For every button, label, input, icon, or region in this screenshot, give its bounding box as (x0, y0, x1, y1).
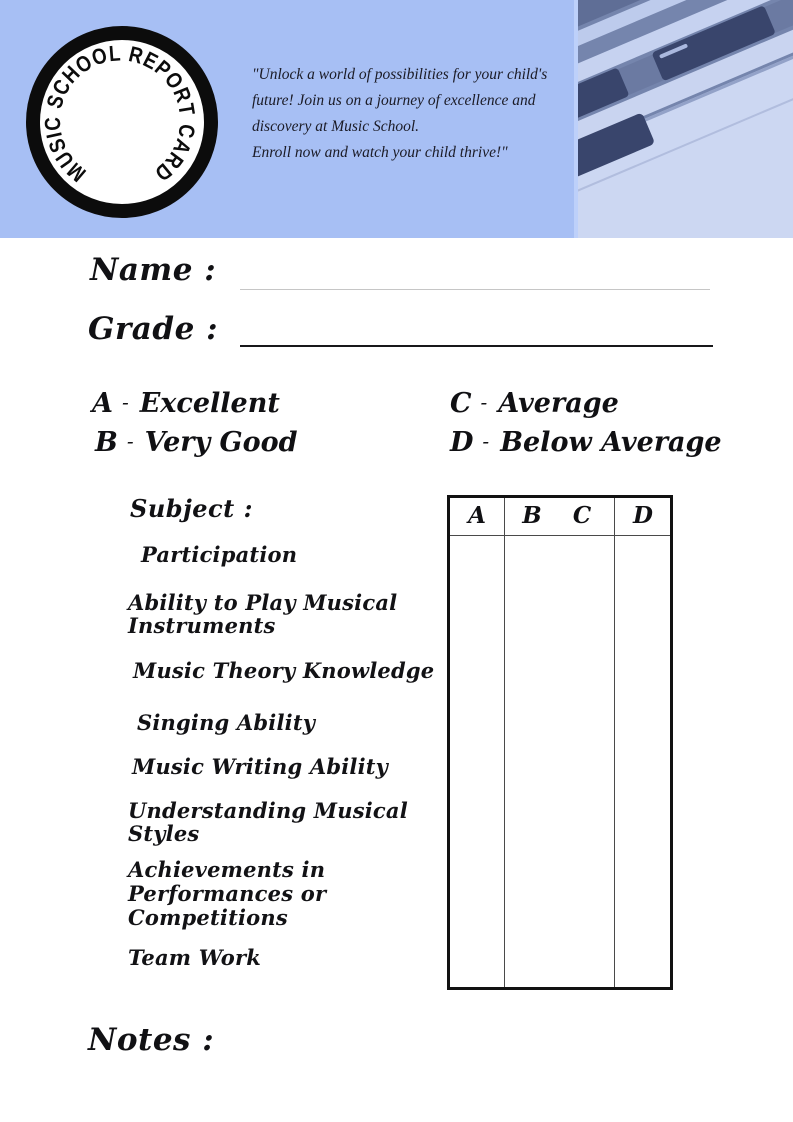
table-cells-column-b-c[interactable] (505, 537, 614, 987)
subject-line: Ability to Play Musical (128, 590, 398, 615)
music-school-stamp-icon (24, 24, 220, 220)
table-header-a: A (468, 502, 486, 529)
piano-keys-image (578, 0, 793, 238)
subject-line: Achievements in (128, 857, 326, 882)
subject-line: Singing Ability (137, 710, 316, 735)
subject-line: Instruments (128, 613, 276, 638)
subject-participation (128, 543, 448, 566)
legend-dash: - (480, 390, 488, 414)
legend-dash: - (482, 429, 490, 453)
subject-line: Music Writing Ability (132, 754, 389, 779)
table-header-b: B (522, 502, 542, 529)
legend-letter: D (450, 427, 474, 458)
table-header-row (450, 498, 670, 536)
subject-line: Team Work (128, 945, 262, 970)
quote-line: "Unlock a world of possibilities for your child's (252, 66, 548, 83)
table-header-d: D (633, 502, 653, 529)
legend-dash: - (121, 390, 129, 414)
stamp-text: MUSIC SCHOOL REPORT CARD (39, 40, 201, 189)
subject-music-theory (128, 659, 448, 682)
quote-line: Enroll now and watch your child thrive!" (252, 144, 508, 161)
quote-line: future! Join us on a journey of excellence and (252, 92, 536, 109)
header-band (0, 0, 793, 238)
subject-line: Participation (141, 542, 298, 567)
grade-label: Grade : (88, 311, 219, 347)
legend-item-d (450, 427, 722, 458)
subject-musical-styles (128, 799, 448, 845)
subject-heading: Subject : (130, 494, 253, 523)
subject-team-work (128, 946, 448, 969)
subject-line: Music Theory Knowledge (133, 658, 435, 683)
subject-line: Competitions (128, 905, 288, 930)
legend-desc: Very Good (144, 427, 298, 458)
name-label: Name : (90, 252, 217, 288)
notes-label: Notes : (88, 1022, 215, 1058)
subject-line: Styles (128, 821, 200, 846)
subject-line: Performances or (128, 881, 327, 906)
legend-desc: Excellent (139, 388, 280, 419)
table-cells-column-d[interactable] (615, 537, 670, 987)
subject-singing (128, 711, 448, 734)
subject-line: Understanding Musical (128, 798, 408, 823)
grade-marking-table (447, 495, 673, 990)
quote-line: discovery at Music School. (252, 118, 420, 135)
legend-item-b (95, 427, 298, 458)
legend-desc: Average (498, 388, 619, 419)
legend-item-c (450, 388, 619, 419)
name-input-line[interactable] (240, 289, 710, 290)
legend-letter: B (95, 427, 118, 458)
legend-desc: Below Average (500, 427, 722, 458)
table-cells-column-a[interactable] (450, 537, 504, 987)
table-header-c: C (572, 502, 592, 529)
grade-input-line[interactable] (240, 345, 713, 347)
subject-play-instruments (128, 591, 448, 637)
promo-quote (252, 62, 547, 166)
legend-letter: A (92, 388, 113, 419)
subject-music-writing (128, 755, 448, 778)
subject-achievements (128, 858, 448, 930)
legend-dash: - (126, 429, 134, 453)
legend-item-a (92, 388, 280, 419)
legend-letter: C (450, 388, 472, 419)
